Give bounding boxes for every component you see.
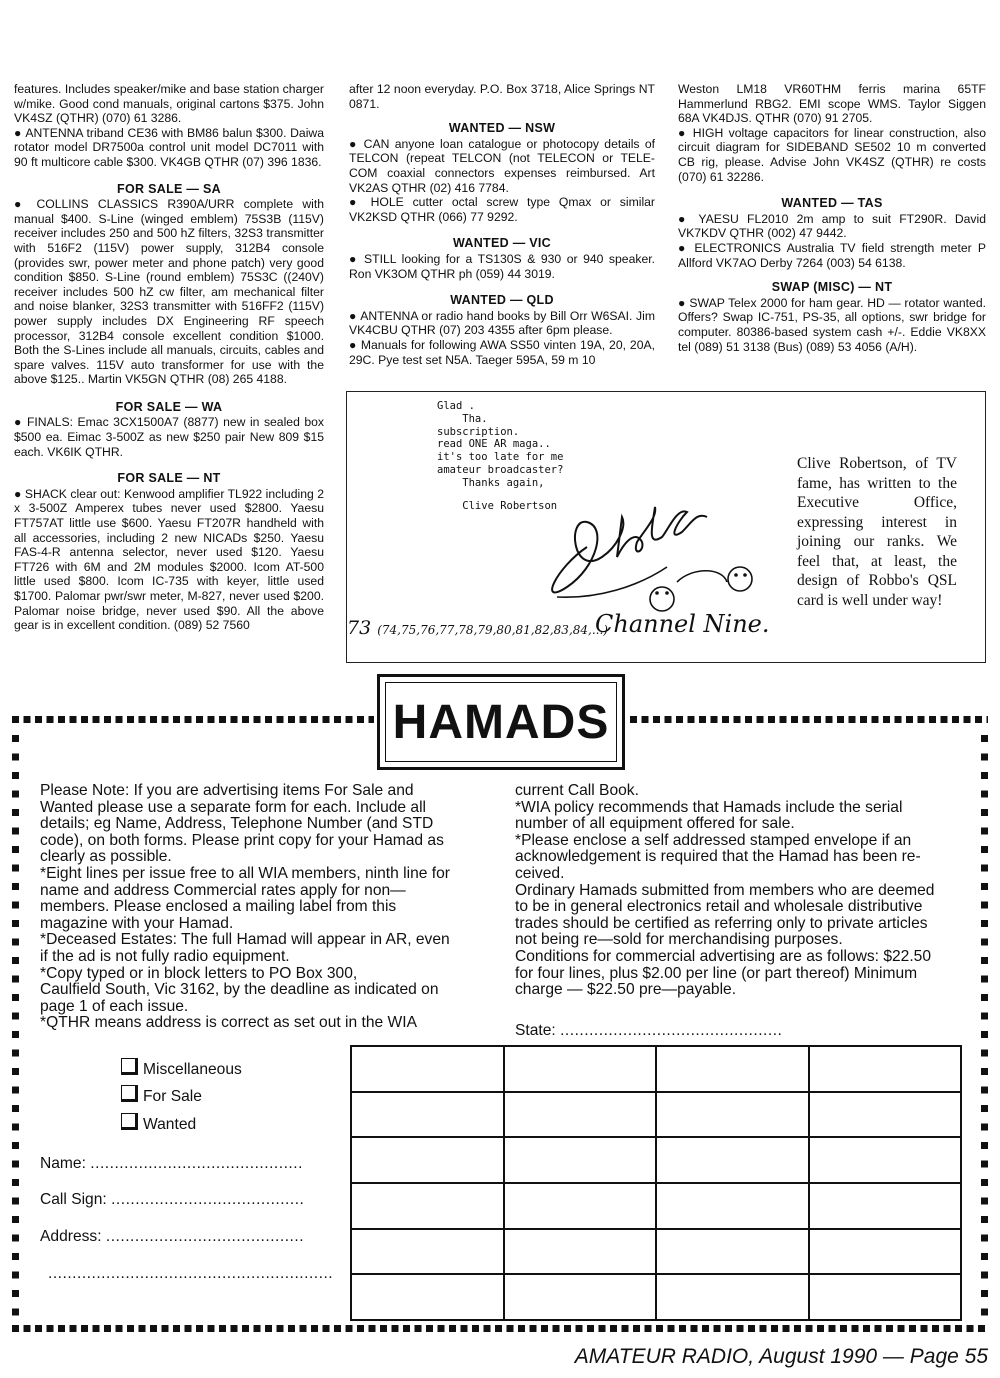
form-notes-left — [40, 783, 485, 1032]
letter-line: amateur broadcaster? — [437, 463, 564, 476]
grid-cell[interactable] — [809, 1046, 962, 1092]
ad-text: ● CAN anyone loan catalogue or photocopy details of TELCON (repeat TELCON (not TELECON or TELE-COM coaxial connectors expenses reimbursed. Art VK2AS QTHR (02) 416 7784. — [349, 137, 655, 195]
letter-insert — [346, 391, 986, 663]
letter-line: subscription. — [437, 425, 520, 438]
note-line: acknowledgement is required that the Hamad has been re- — [515, 848, 921, 866]
address-input-line[interactable]: ......................................... — [105, 1228, 305, 1245]
page-footer — [575, 1345, 988, 1369]
note-line: Caulfield South, Vic 3162, by the deadline as indicated on — [40, 981, 439, 999]
grid-cell[interactable] — [809, 1229, 962, 1275]
note-line: members. Please enclosed a mailing label from this — [40, 898, 397, 916]
note-line: charge — $22.50 pre—payable. — [515, 981, 737, 999]
ad-text: ● SWAP Telex 2000 for ham gear. HD — rotator wanted. Offers? Swap IC-751, PS-35, all options, swr bridge for computer. 80386-based system cash +/-. Eddie VK8XX tel (089) 51 3138 (Bus) (089) 53 4056 (A/H). — [678, 296, 986, 354]
grid-cell[interactable] — [656, 1137, 809, 1183]
ad-text: ● COLLINS CLASSICS R390A/URR complete with manual $400. S-Line (winged emblem) 75S3B (115V) receiver includes 250 and 500 hZ filters, 32S3 transmitter with 516F2 (115V) power supply, 312B4 console (provides swr, power meter and phone patch) very good condition $850. S-Line (round emblem) 75S3C ((240V) receiver includes 500 hZ cw filter, am mechanical filter and noise blanker, 32S3 transmitter with 516FF2 (115V) power supply includes DX Engineering RF speech processor, 312B4 console excellent condition $1000. Both the S-Lines include all manuals, circuits, cables and spare valves. 115V auto transformer for use with the above $125.. Martin VK5GN QTHR (08) 265 4188. — [14, 197, 324, 387]
hamads-logo — [377, 674, 625, 770]
note-line: details; eg Name, Address, Telephone Number (and STD — [40, 815, 434, 833]
grid-cell[interactable] — [809, 1137, 962, 1183]
note-line: Conditions for commercial advertising are as follows: $22.50 — [515, 947, 932, 965]
state-input-line[interactable]: .............................................. — [560, 1022, 783, 1039]
checkbox-for-sale[interactable] — [121, 1085, 202, 1106]
address2-input-line[interactable]: ........................................................... — [48, 1265, 334, 1282]
grid-cell[interactable] — [656, 1046, 809, 1092]
checkbox-box[interactable] — [121, 1113, 138, 1130]
checkbox-label: For Sale — [143, 1088, 202, 1105]
grid-cell[interactable] — [351, 1274, 504, 1320]
grid-row — [351, 1274, 961, 1320]
checkbox-box[interactable] — [121, 1058, 138, 1075]
grid-cell[interactable] — [656, 1183, 809, 1229]
checkbox-label: Wanted — [143, 1116, 197, 1133]
ad-text: after 12 noon everyday. P.O. Box 3718, Alice Springs NT 0871. — [349, 82, 655, 111]
state-field[interactable] — [515, 1022, 782, 1040]
checkbox-miscellaneous[interactable] — [121, 1058, 242, 1079]
note-line: Ordinary Hamads submitted from members who are deemed — [515, 881, 935, 899]
grid-row — [351, 1183, 961, 1229]
grid-cell[interactable] — [656, 1274, 809, 1320]
section-heading: WANTED — TAS — [781, 196, 883, 211]
section-heading: WANTED — VIC — [452, 236, 552, 251]
note-line: not being re—sold for merchandising purposes. — [515, 931, 843, 949]
letter-line: read ONE AR maga.. — [437, 438, 551, 451]
note-line: *QTHR means address is correct as set out in the WIA — [40, 1014, 417, 1032]
checkbox-wanted[interactable] — [121, 1113, 196, 1134]
classifieds-column-1 — [14, 82, 324, 633]
note-line: Wanted please use a separate form for each. Include all — [40, 798, 427, 816]
grid-row — [351, 1229, 961, 1275]
grid-row — [351, 1137, 961, 1183]
note-line: Please Note: If you are advertising items For Sale and — [40, 782, 414, 799]
grid-cell[interactable] — [351, 1046, 504, 1092]
note-line: name and address Commercial rates apply for non— — [40, 881, 406, 899]
address-label: Address: — [40, 1228, 102, 1245]
note-line: *Please enclose a self addressed stamped envelope if an — [515, 831, 912, 849]
handwritten-numbers: (74,75,76,77,78,79,80,81,82,83,84,...) — [377, 623, 608, 637]
section-heading: SWAP (MISC) — NT — [771, 280, 893, 295]
ad-text: ● STILL looking for a TS130S & 930 or 940 speaker. Ron VK3OM QTHR ph (059) 44 3019. — [349, 252, 655, 281]
ad-text: ● HIGH voltage capacitors for linear construction, also circuit diagram for SIDEBAND SE502 10 m converted CB rig, please. Advise John VK4SZ (QTHR) re costs (070) 61 32286. — [678, 126, 986, 184]
ad-text: ● ANTENNA triband CE36 with BM86 balun $300. Daiwa rotator model DR7500a control unit model DC7011 with 90 ft multicore cable $300. VK4GB QTHR (07) 396 1836. — [14, 126, 324, 170]
form-border-left — [12, 735, 19, 1320]
section-heading: WANTED — QLD — [450, 293, 554, 308]
grid-cell[interactable] — [351, 1229, 504, 1275]
hamads-title: HAMADS — [392, 696, 610, 749]
ad-text-grid — [350, 1045, 962, 1321]
grid-cell[interactable] — [809, 1092, 962, 1138]
ad-text: ● ANTENNA or radio hand books by Bill Orr W6SAI. Jim VK4CBU QTHR (07) 203 4355 after 6pm please. — [349, 309, 655, 338]
callsign-label: Call Sign: — [40, 1191, 107, 1208]
grid-cell[interactable] — [504, 1274, 657, 1320]
ad-text: ● ELECTRONICS Australia TV field strength meter P Allford VK7AO Derby 7264 (003) 54 6138. — [678, 241, 986, 270]
grid-row — [351, 1046, 961, 1092]
grid-cell[interactable] — [656, 1092, 809, 1138]
ad-text: features. Includes speaker/mike and base station charger w/mike. Good cond manuals, original cartons $375. John VK4SZ (QTHR) (070) 61 3286. — [14, 82, 324, 126]
handwritten-channel-nine: Channel Nine. — [595, 610, 770, 638]
address-field[interactable] — [40, 1228, 304, 1246]
note-line: *Deceased Estates: The full Hamad will appear in AR, even — [40, 931, 450, 949]
grid-cell[interactable] — [809, 1183, 962, 1229]
letter-line: it's too late for me — [437, 451, 564, 464]
section-heading: FOR SALE — SA — [117, 181, 221, 196]
section-heading: FOR SALE — NT — [117, 471, 221, 486]
note-line: *WIA policy recommends that Hamads include the serial — [515, 798, 903, 816]
grid-cell[interactable] — [351, 1092, 504, 1138]
note-line: trades should be certified as referring only to private articles — [515, 914, 928, 932]
note-line: page 1 of each issue. — [40, 997, 189, 1015]
grid-cell[interactable] — [351, 1137, 504, 1183]
note-line: clearly as possible. — [40, 848, 172, 866]
form-border-top-right — [630, 716, 988, 723]
note-line: *Eight lines per issue free to all WIA members, ninth line for — [40, 864, 450, 882]
section-heading: FOR SALE — WA — [115, 399, 223, 414]
grid-cell[interactable] — [504, 1137, 657, 1183]
address-line-2[interactable] — [48, 1265, 333, 1283]
letter-line: Thanks again, — [437, 476, 545, 489]
footer-date-page: , August 1990 — Page 55 — [748, 1345, 988, 1368]
section-heading: WANTED — NSW — [448, 121, 556, 136]
checkbox-label: Miscellaneous — [143, 1061, 242, 1078]
grid-cell[interactable] — [351, 1183, 504, 1229]
grid-cell[interactable] — [504, 1046, 657, 1092]
name-field[interactable] — [40, 1155, 303, 1173]
handwritten-73-text: 73 — [347, 617, 372, 639]
form-border-top-left — [12, 716, 374, 723]
note-line: *Copy typed or in block letters to PO Box 300, — [40, 964, 358, 982]
ad-text: ● FINALS: Emac 3CX1500A7 (8877) new in sealed box $500 ea. Eimac 3-500Z as new $250 pair New 809 $15 each. VK6IK QTHR. — [14, 415, 324, 459]
ad-text: ● YAESU FL2010 2m amp to suit FT290R. David VK7KDV QTHR (002) 47 9442. — [678, 212, 986, 241]
letter-line: Tha. — [437, 412, 488, 425]
name-input-line[interactable]: ............................................ — [90, 1155, 303, 1172]
note-line: ceived. — [515, 864, 565, 882]
note-line: code), on both forms. Please print copy for your Hamad as — [40, 831, 444, 849]
letter-line: Clive Robertson — [437, 499, 558, 512]
classifieds-column-3 — [678, 82, 986, 354]
form-border-bottom — [12, 1325, 988, 1332]
handwritten-73 — [347, 617, 608, 639]
grid-cell[interactable] — [809, 1274, 962, 1320]
publication-name: AMATEUR RADIO — [574, 1345, 749, 1368]
note-line: for four lines, plus $2.00 per line (or part thereof) Minimum — [515, 964, 918, 982]
note-line: number of all equipment offered for sale. — [515, 815, 795, 833]
ad-text: ● HOLE cutter octal screw type Qmax or similar VK2KSD QTHR (066) 77 9292. — [349, 195, 655, 224]
handwritten-signature — [517, 487, 777, 627]
photo-caption: Clive Robertson, of TV fame, has written to the Executive Office, expressing interest in joining our ranks. We feel that, at least, the design of Robbo's QSL card is well under way! — [797, 455, 957, 609]
form-border-right — [981, 735, 988, 1320]
grid-cell[interactable] — [656, 1229, 809, 1275]
ad-text: Weston LM18 VR60THM ferris marina 65TF Hammerlund RBG2. EMI scope WMS. Taylor Siggen 68A VK4DJS. QTHR (070) 91 2705. — [678, 82, 986, 126]
form-notes-right — [515, 783, 965, 999]
ad-text: ● Manuals for following AWA SS50 vinten 19A, 20, 20A, 29C. Pye test set N5A. Taeger 595A, 59 m 10 — [349, 338, 655, 367]
name-label: Name: — [40, 1155, 86, 1172]
callsign-field[interactable] — [40, 1191, 304, 1209]
note-line: magazine with your Hamad. — [40, 914, 234, 932]
state-label: State: — [515, 1022, 556, 1039]
letter-line: Glad . — [437, 400, 475, 412]
note-line: current Call Book. — [515, 782, 639, 799]
grid-cell[interactable] — [504, 1229, 657, 1275]
checkbox-box[interactable] — [121, 1085, 138, 1102]
grid-cell[interactable] — [504, 1183, 657, 1229]
callsign-input-line[interactable]: ........................................ — [111, 1191, 305, 1208]
classifieds-column-2 — [349, 82, 655, 367]
grid-row — [351, 1092, 961, 1138]
note-line: to be in general electronics retail and wholesale distributive — [515, 898, 923, 916]
ad-text: ● SHACK clear out: Kenwood amplifier TL922 including 2 x 3-500Z Amperex tubes never used $2800. Yaesu FT757AT little use $600. Yaesu FT207R handheld with all accessories, including 2 new NICADs $250. Yaesu FAS-4-R antenna selector, never used $120. Yaesu FT726 with 6M and 2M modules $2000. Icom AT-500 little used $800. Icom IC-735 with keyer, little used $1700. Palomar pwr/swr meter, M-827, never used $200. Palomar noise bridge, never used $90. All the above gear is in excellent condition. (089) 52 7560 — [14, 487, 324, 633]
note-line: if the ad is not fully radio equipment. — [40, 947, 290, 965]
grid-cell[interactable] — [504, 1092, 657, 1138]
